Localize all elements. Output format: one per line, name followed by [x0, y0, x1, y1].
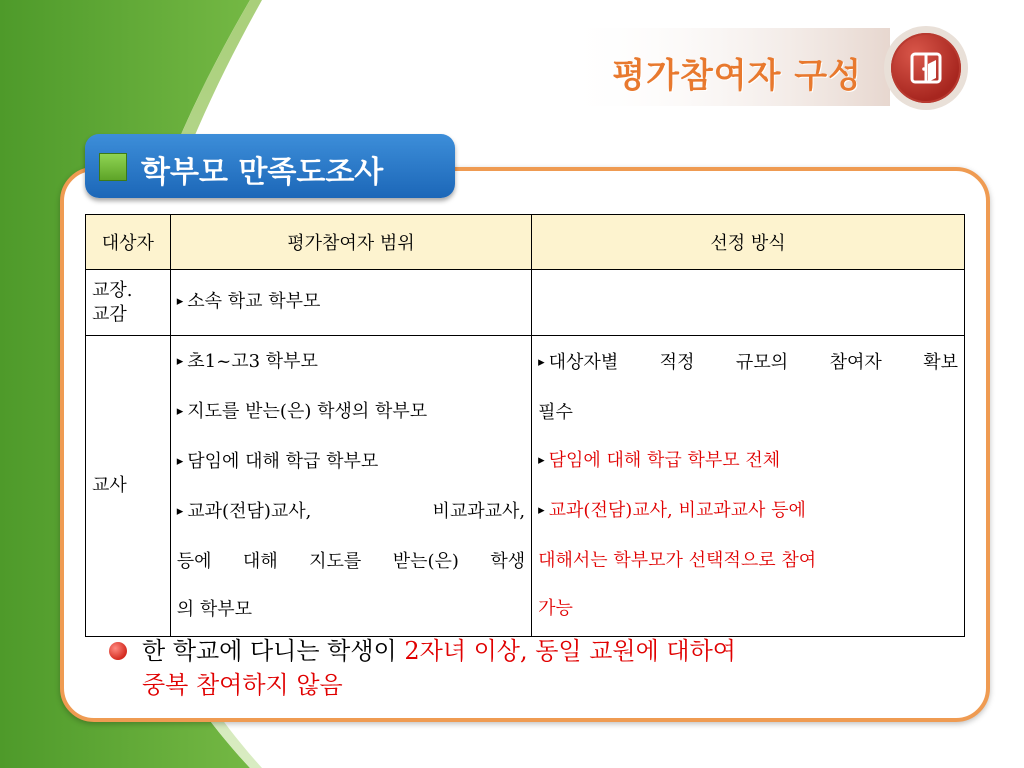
- note-text: 한 학교에 다니는 학생이: [142, 637, 405, 665]
- section-title: 학부모 만족도조사: [141, 155, 384, 190]
- cell-scope-teacher: [170, 336, 531, 637]
- participants-table: [85, 214, 965, 637]
- green-square-icon: [99, 153, 127, 181]
- cell-target-teacher: 교사: [86, 336, 171, 637]
- table-header-row: [86, 215, 965, 270]
- triangle-bullet-icon: ▸: [176, 354, 184, 369]
- scope-item-continued: 등에 대해 지도를 받는(은) 학생: [176, 551, 526, 572]
- cell-scope-principal: [170, 270, 531, 336]
- method-item: ▸ 교과(전담)교사, 비교과교사 등에: [538, 500, 806, 521]
- method-item: ▸ 담임에 대해 학급 학부모 전체: [538, 450, 781, 471]
- triangle-bullet-icon: ▸: [538, 453, 545, 468]
- method-item-continued: 필수: [538, 402, 573, 423]
- page-title: 평가참여자 구성: [612, 56, 862, 96]
- triangle-bullet-icon: ▸: [176, 504, 184, 519]
- triangle-bullet-icon: ▸: [176, 404, 184, 419]
- note-line-2: 중복 참여하지 않음: [142, 671, 343, 699]
- triangle-bullet-icon: ▸: [538, 355, 545, 370]
- header-scope: 평가참여자 범위: [170, 215, 531, 270]
- title-badge: [884, 26, 968, 110]
- method-item: ▸ 대상자별 적정 규모의 참여자 확보: [538, 352, 958, 373]
- scope-item: ▸ 교과(전담)교사, 비교과교사,: [176, 501, 526, 522]
- header-target: 대상자: [86, 215, 171, 270]
- triangle-bullet-icon: ▸: [176, 293, 184, 309]
- triangle-bullet-icon: ▸: [176, 454, 184, 469]
- table-row: [86, 270, 965, 336]
- note-line-1: [142, 634, 736, 668]
- cell-target-principal: 교장. 교감: [86, 270, 171, 336]
- red-bullet-icon: [109, 642, 127, 660]
- section-tab: [85, 134, 455, 198]
- scope-item: ▸ 담임에 대해 학급 학부모: [176, 451, 379, 472]
- scope-item: ▸ 초1~고3 학부모: [176, 351, 318, 372]
- scope-item: ▸ 지도를 받는(은) 학생의 학부모: [176, 401, 428, 422]
- door-icon: [891, 33, 961, 103]
- table-row: [86, 336, 965, 637]
- scope-item: 소속 학교 학부모: [187, 290, 321, 312]
- scope-item-continued: 의 학부모: [176, 599, 253, 620]
- note-highlight: 2자녀 이상, 동일 교원에 대하여: [404, 637, 736, 665]
- method-item-continued: 가능: [538, 598, 573, 619]
- cell-method-principal: [532, 270, 965, 336]
- triangle-bullet-icon: ▸: [538, 503, 545, 518]
- header-method: 선정 방식: [532, 215, 965, 270]
- method-item-continued: 대해서는 학부모가 선택적으로 참여: [538, 550, 817, 571]
- cell-method-teacher: [532, 336, 965, 637]
